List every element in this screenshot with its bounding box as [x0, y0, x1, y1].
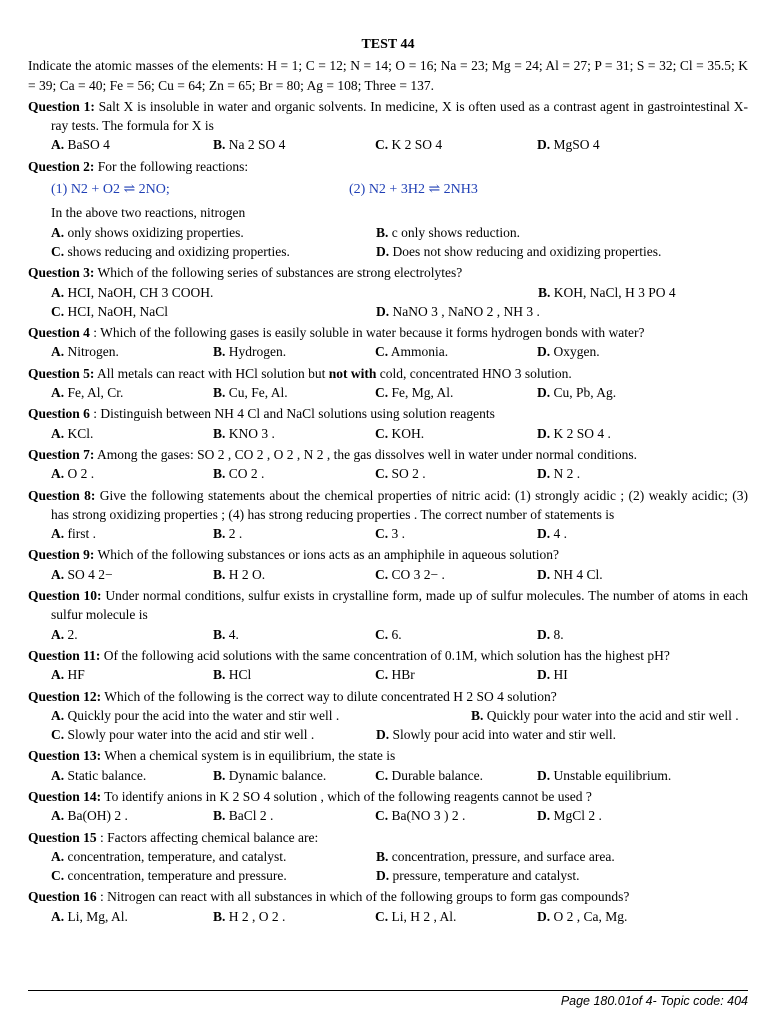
question-text: Salt X is insoluble in water and organic solvents. In medicine, X is often used as a contrast agent in gastrointestinal X-ray tests. The formula for X is — [51, 98, 748, 134]
option-b: B. Hydrogen. — [213, 344, 287, 360]
question-7 — [28, 445, 748, 484]
option-c: C. Durable balance. — [375, 767, 483, 783]
options-row — [28, 706, 748, 725]
option-b: B. Na 2 SO 4 — [213, 137, 286, 153]
test-page — [28, 35, 748, 926]
question-text: : Which of the following gases is easily soluble in water because it forms hydrogen bonds with water? — [89, 325, 645, 341]
question-label: Question 15 — [28, 829, 97, 845]
options-row — [28, 665, 748, 684]
question-3 — [28, 263, 748, 321]
option-a: A. Nitrogen. — [51, 344, 119, 360]
atomic-masses-intro: Indicate the atomic masses of the elements: H = 1; C = 12; N = 14; O = 16; Na = 23; Mg = 24; Al = 27; P = 31; S = 32; Cl = 35.5; K = 39; Ca = 40; Fe = 56; Cu = 64; Zn = 65; Br = 80; Ag = 108; Three = 137. — [28, 58, 748, 93]
question-label: Question 5: — [28, 365, 95, 381]
question-label: Question 9: — [28, 547, 95, 563]
option-d: D. K 2 SO 4 . — [537, 425, 611, 441]
option-c: C. HBr — [375, 667, 415, 683]
question-label: Question 10: — [28, 588, 102, 604]
question-label: Question 11: — [28, 647, 101, 663]
option-c: C. CO 3 2− . — [375, 566, 445, 582]
question-text: : Distinguish between NH 4 Cl and NaCl solutions using solution reagents — [89, 406, 495, 422]
option-d: D. MgSO 4 — [537, 137, 600, 153]
option-c: C. Ammonia. — [375, 344, 449, 360]
test-title: TEST 44 — [361, 37, 415, 52]
question-14 — [28, 787, 748, 826]
option-a: A. 2. — [51, 626, 78, 642]
option-d: D. pressure, temperature and catalyst. — [376, 868, 580, 884]
option-b: B. CO 2 . — [213, 466, 265, 482]
question-text: : Factors affecting chemical balance are: — [96, 829, 319, 845]
question-6 — [28, 404, 748, 443]
question-label: Question 16 — [28, 889, 97, 905]
reaction-1: (1) N2 + O2 ⇌ 2NO; — [51, 182, 170, 198]
option-c: C. Slowly pour water into the acid and stir well . — [51, 727, 315, 743]
option-d: D. Does not show reducing and oxidizing properties. — [376, 243, 662, 259]
options-row — [28, 242, 748, 261]
question-label: Question 6 — [28, 406, 90, 422]
option-c: C. Li, H 2 , Al. — [375, 908, 457, 924]
option-a: A. Ba(OH) 2 . — [51, 808, 128, 824]
option-b: B. concentration, pressure, and surface area. — [376, 848, 615, 864]
question-text: Give the following statements about the chemical properties of nitric acid: (1) strongly acidic ; (2) weakly acidic; (3) has strong oxidizing properties ; (4) has strong reducing properties . The correct number of statements is — [51, 487, 748, 522]
question-10 — [28, 586, 748, 644]
question-label: Question 4 — [28, 325, 90, 341]
options-row — [28, 907, 748, 926]
option-a: A. HCI, NaOH, CH 3 COOH. — [51, 284, 214, 300]
option-a: A. Fe, Al, Cr. — [51, 385, 124, 401]
options-row — [28, 866, 748, 885]
option-c: C. HCI, NaOH, NaCl — [51, 303, 168, 319]
question-label: Question 2: — [28, 158, 95, 174]
question-13 — [28, 746, 748, 785]
options-row — [28, 524, 748, 543]
options-row — [28, 135, 748, 154]
options-row — [28, 625, 748, 644]
question-9 — [28, 545, 748, 584]
option-d: D. MgCl 2 . — [537, 808, 602, 824]
option-d: D. Slowly pour acid into water and stir well. — [376, 727, 616, 743]
options-row — [28, 283, 748, 302]
option-d: D. O 2 , Ca, Mg. — [537, 908, 628, 924]
question-label: Question 1: — [28, 98, 95, 114]
options-row — [28, 464, 748, 483]
footer-divider — [28, 990, 748, 991]
question-15 — [28, 828, 748, 886]
options-row — [28, 806, 748, 825]
option-c: C. shows reducing and oxidizing properties. — [51, 243, 290, 259]
question-4 — [28, 323, 748, 362]
options-row — [28, 766, 748, 785]
option-a: A. Static balance. — [51, 767, 147, 783]
option-a: A. Li, Mg, Al. — [51, 908, 128, 924]
reaction-2: (2) N2 + 3H2 ⇌ 2NH3 — [349, 182, 478, 198]
options-row — [28, 223, 748, 242]
question-label: Question 12: — [28, 688, 102, 704]
question-label: Question 8: — [28, 487, 96, 503]
option-b: B. HCl — [213, 667, 252, 683]
question-text: Among the gases: SO 2 , CO 2 , O 2 , N 2 , the gas dissolves well in water under normal conditions. — [94, 446, 637, 462]
option-a: A. SO 4 2− — [51, 566, 113, 582]
option-c: C. concentration, temperature and pressure. — [51, 868, 287, 884]
question-text: : Nitrogen can react with all substances in which of the following groups to form gas compounds? — [96, 889, 630, 905]
option-c: C. Fe, Mg, Al. — [375, 385, 454, 401]
question-12 — [28, 687, 748, 745]
option-d: D. 4 . — [537, 526, 567, 542]
question-text: Of the following acid solutions with the same concentration of 0.1M, which solution has the highest pH? — [100, 647, 670, 663]
option-a: A. KCl. — [51, 425, 94, 441]
option-d: D. N 2 . — [537, 466, 581, 482]
options-row — [28, 725, 748, 744]
question-label: Question 13: — [28, 748, 102, 764]
question-text: Under normal conditions, sulfur exists in crystalline form, made up of sulfur molecules. The number of atoms in each sulfur molecule is — [51, 588, 748, 623]
option-d: D. NaNO 3 , NaNO 2 , NH 3 . — [376, 303, 540, 319]
question-text: When a chemical system is in equilibrium, the state is — [101, 748, 396, 764]
option-a: A. first . — [51, 526, 96, 542]
emphasis-text: not with — [328, 365, 377, 381]
option-b: B. H 2 O. — [213, 566, 266, 582]
option-a: A. O 2 . — [51, 466, 95, 482]
question-label: Question 7: — [28, 446, 95, 462]
options-row — [28, 342, 748, 361]
question-11 — [28, 646, 748, 685]
option-b: B. 4. — [213, 626, 239, 642]
option-d: D. 8. — [537, 626, 564, 642]
option-b: B. BaCl 2 . — [213, 808, 274, 824]
question-text: Which of the following series of substances are strong electrolytes? — [94, 265, 463, 281]
reactions-row — [28, 180, 748, 199]
question-2 — [28, 157, 748, 261]
question-text: For the following reactions: — [94, 158, 249, 174]
question-stem: In the above two reactions, nitrogen — [51, 205, 246, 221]
question-text: To identify anions in K 2 SO 4 solution , which of the following reagents cannot be used ? — [101, 788, 592, 804]
option-b: B. c only shows reduction. — [376, 224, 520, 240]
option-c: C. KOH. — [375, 425, 425, 441]
option-d: D. Unstable equilibrium. — [537, 767, 672, 783]
option-a: A. BaSO 4 — [51, 137, 110, 153]
option-a: A. HF — [51, 667, 85, 683]
question-5: Question 5: All metals can react with HCl solution but not with cold, concentrated HNO 3 solution. A. Fe, Al, Cr. B. Cu, Fe, Al. C. Fe, Mg, Al. D. Cu, Pb, Ag. — [28, 364, 748, 403]
options-row — [28, 424, 748, 443]
options-row — [28, 383, 748, 402]
option-c: C. 3 . — [375, 526, 405, 542]
option-d: D. Oxygen. — [537, 344, 600, 360]
page-footer: Page 180.01of 4- Topic code: 404 — [560, 994, 748, 1008]
option-b: B. Cu, Fe, Al. — [213, 385, 288, 401]
option-b: B. Quickly pour water into the acid and stir well . — [470, 707, 739, 723]
option-b: B. 2 . — [213, 526, 243, 542]
option-b: B. KOH, NaCl, H 3 PO 4 — [538, 284, 676, 300]
option-a: A. only shows oxidizing properties. — [51, 224, 244, 240]
question-text: Which of the following is the correct way to dilute concentrated H 2 SO 4 solution? — [101, 688, 557, 704]
options-row — [28, 302, 748, 321]
question-16 — [28, 887, 748, 926]
option-d: D. Cu, Pb, Ag. — [537, 385, 617, 401]
option-d: D. HI — [537, 667, 568, 683]
question-label: Question 14: — [28, 788, 102, 804]
question-label: Question 3: — [28, 265, 95, 281]
option-a: A. Quickly pour the acid into the water and stir well . — [51, 707, 340, 723]
options-row — [28, 847, 748, 866]
options-row — [28, 565, 748, 584]
option-a: A. concentration, temperature, and catalyst. — [51, 848, 287, 864]
option-c: C. Ba(NO 3 ) 2 . — [375, 808, 466, 824]
option-d: D. NH 4 Cl. — [537, 566, 603, 582]
question-text: Which of the following substances or ions acts as an amphiphile in aqueous solution? — [94, 547, 560, 563]
option-c: C. 6. — [375, 626, 402, 642]
question-8 — [28, 486, 748, 544]
option-c: C. K 2 SO 4 — [375, 137, 443, 153]
option-b: B. Dynamic balance. — [213, 767, 327, 783]
option-b: B. KNO 3 . — [213, 425, 275, 441]
question-1 — [28, 97, 748, 155]
option-c: C. SO 2 . — [375, 466, 426, 482]
option-b: B. H 2 , O 2 . — [213, 908, 286, 924]
